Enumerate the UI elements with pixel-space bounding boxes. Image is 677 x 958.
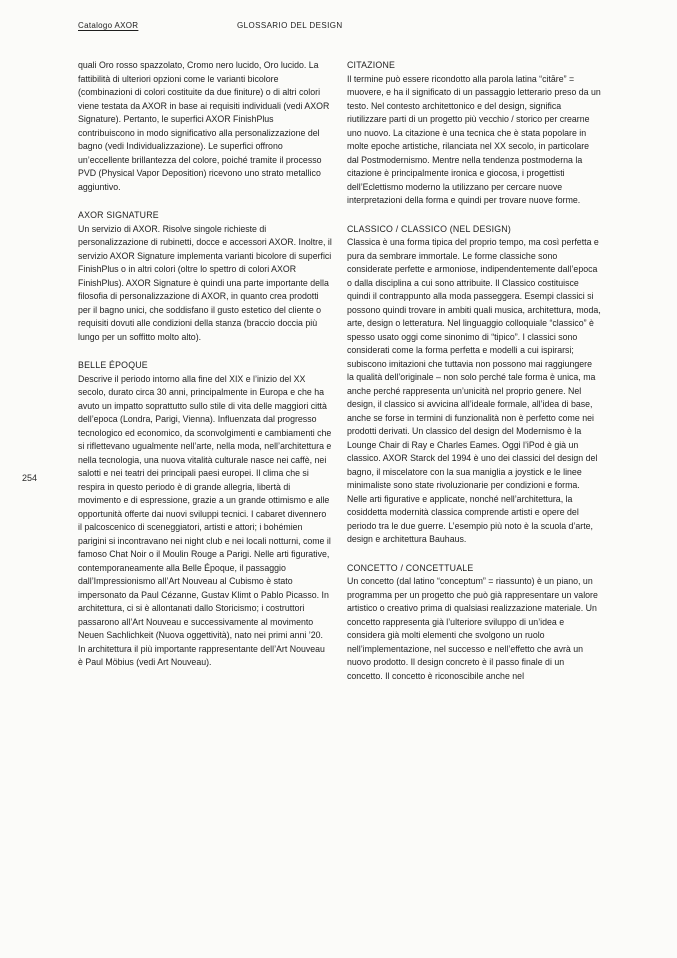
glossary-entry-classico bbox=[347, 223, 601, 547]
entry-heading: CLASSICO / CLASSICO (NEL DESIGN) bbox=[347, 223, 511, 234]
left-column bbox=[78, 59, 332, 683]
page-number: 254 bbox=[22, 473, 38, 483]
entry-body: Un servizio di AXOR. Risolve singole richieste di personalizzazione di rubinetti, docce e accessori AXOR. Inoltre, il servizio AXOR Signature implementa varianti bicolore di superfici FinishPlus o in altri colori (oltre lo spettro di colori AXOR FinishPlus). AXOR Signature è quindi una parte importante della filosofia di personalizzazione di AXOR, in quanto crea prodotti per il bagno unici, che soddisfano il gusto estetico del cliente o requisiti dovuti alle condizioni della stanza (braccio doccia più lungo per un soffitto molto alto). bbox=[78, 223, 332, 342]
glossary-entry-concetto bbox=[347, 562, 601, 684]
running-header-catalog: Catalogo AXOR bbox=[78, 21, 139, 30]
entry-body: Un concetto (dal latino “conceptum” = riassunto) è un piano, un programma per un progetto che può già rappresentare un valore artistico o creativo prima di qualsiasi realizzazione materiale. Un concetto rappresenta già l’ulteriore sviluppo di un’idea e considera già molti elementi che svolgono un ruolo nell’implementazione, nel successo e nell’effetto che avrà un nuovo prodotto. Il design concreto è il passo finale di un concetto. Il concetto è riconoscibile anche nel bbox=[347, 576, 598, 681]
glossary-entry-continuation bbox=[78, 59, 332, 194]
running-header-glossary-title: GLOSSARIO DEL DESIGN bbox=[237, 21, 343, 30]
glossary-entry-belle-epoque bbox=[78, 359, 332, 670]
entry-body: Descrive il periodo intorno alla fine del XIX e l’inizio del XX secolo, durato circa 30 anni, principalmente in Europa e che ha avuto un impatto soprattutto sullo stile di vita delle maggiori città dell’epoca (Londra, Parigi, Vienna). Influenzata dal progresso tecnologico ed economico, da sconvolgimenti e cambiamenti che si riflettevano ugualmente nell’arte, nella moda, nell’architettura e nella tecnologia, una nuova vitalità culturale nasce nei caffè, nei salotti e nei teatri dei principali paesi europei. Il clima che si respira in questo periodo è di grande allegria, libertà di movimento e di espressione, grazie a un grande ottimismo e alle opportunità offerte dai nuovi sviluppi tecnici. I cabaret divennero il palcoscenico di sceneggiatori, artisti e attori; i bohémien parigini si incontravano nei night club e nei locali notturni, come il famoso Chat Noir o il Moulin Rouge a Parigi. Nelle arti figurative, contemporaneamente alla Belle Époque, il passaggio dall’Impressionismo all’Art Nouveau al Cubismo è stato impersonato da Paul Cézanne, Gustav Klimt o Pablo Picasso. In architettura, ci si è allontanati dallo Storicismo; i costruttori passarono all’Art Nouveau e successivamente al movimento Neuen Sachlichkeit (Nuova oggettività), nato nei primi anni ’20. In architettura il più importante rappresentante dell’Art Nouveau è Paul Möbius (vedi Art Nouveau). bbox=[78, 373, 332, 667]
entry-body: quali Oro rosso spazzolato, Cromo nero lucido, Oro lucido. La fattibilità di ulteriori opzioni come le varianti bicolore (combinazioni di colori costituite da due finiture) o di altri colori viene testata da AXOR in base ai requisiti individuali (vedi AXOR Signature). Pertanto, le superfici AXOR FinishPlus contribuiscono in modo significativo alla personalizzazione del bagno (vedi Individualizzazione). Le superfici offrono un’eccellente brillantezza del colore, poiché tramite il processo PVD (Physical Vapor Deposition) ricevono uno strato metallico aggiuntivo. bbox=[78, 60, 330, 192]
entry-body: Classica è una forma tipica del proprio tempo, ma così perfetta e pura da sembrare immortale. Le forme classiche sono considerate perfette e armoniose, indipendentemente dall’epoca o dalla disciplina a cui sono attribuite. Il Classico costituisce quindi il contrappunto alla moda passeggera. Esempi classici si possono quindi trovare in ambiti quali musica, architettura, moda, arte, design o letteratura. Nel linguaggio colloquiale “classico” è spesso usato oggi come sinonimo di “tipico”. I classici sono considerati come la forma perfetta e modelli a cui ispirarsi; subiscono imitazioni che tuttavia non possono mai raggiungere la qualità dell’originale – non solo perché tale forma è unica, ma anche perché rappresenta un’unicità nel proprio genere. Nel design, il classico si avvicina all’ideale formale, all’idea di base, anche se forse in termini di funzionalità non è perfetto come nei prodotti derivati. Un classico del design del Modernismo è la Lounge Chair di Ray e Charles Eames. Oggi l’iPod è già un classico. AXOR Starck del 1994 è uno dei classici del design del bagno, il miscelatore con la sua maniglia a joystick e le linee minimaliste sono state rivoluzionarie per condizioni e forma. Nelle arti figurative e applicate, nonché nell’architettura, la cosiddetta modernità classica comprende artisti e opere del periodo tra le due guerre. L’esempio più noto è la scuola d’arte, design e architettura Bauhaus. bbox=[347, 237, 601, 544]
entry-heading: CONCETTO / CONCETTUALE bbox=[347, 562, 474, 573]
glossary-columns bbox=[78, 59, 601, 683]
entry-heading: CITAZIONE bbox=[347, 60, 396, 70]
glossary-entry-citazione bbox=[347, 59, 601, 208]
entry-heading: AXOR SIGNATURE bbox=[78, 210, 159, 220]
right-column bbox=[347, 59, 601, 683]
entry-body: Il termine può essere ricondotto alla parola latina “citāre” = muovere, e ha il significato di un passaggio letterario preso da un testo. Nel contesto architettonico e del design, significa riutilizzare parti di un progetto più vecchio / storico per crearne uno nuovo. La citazione è una tecnica che è stata popolare in molte epoche artistiche, rilanciata nel XX secolo, in particolare dal Postmodernismo. Mentre nella tendenza postmoderna la citazione è principalmente ironica e giocosa, i progettisti dell’Eclettismo moderno la utilizzano per cercare nuove interpretazioni della forma e quindi per trovare nuove forme. bbox=[347, 73, 601, 205]
glossary-entry-axor-signature bbox=[78, 209, 332, 344]
entry-heading: BELLE ÉPOQUE bbox=[78, 360, 148, 370]
